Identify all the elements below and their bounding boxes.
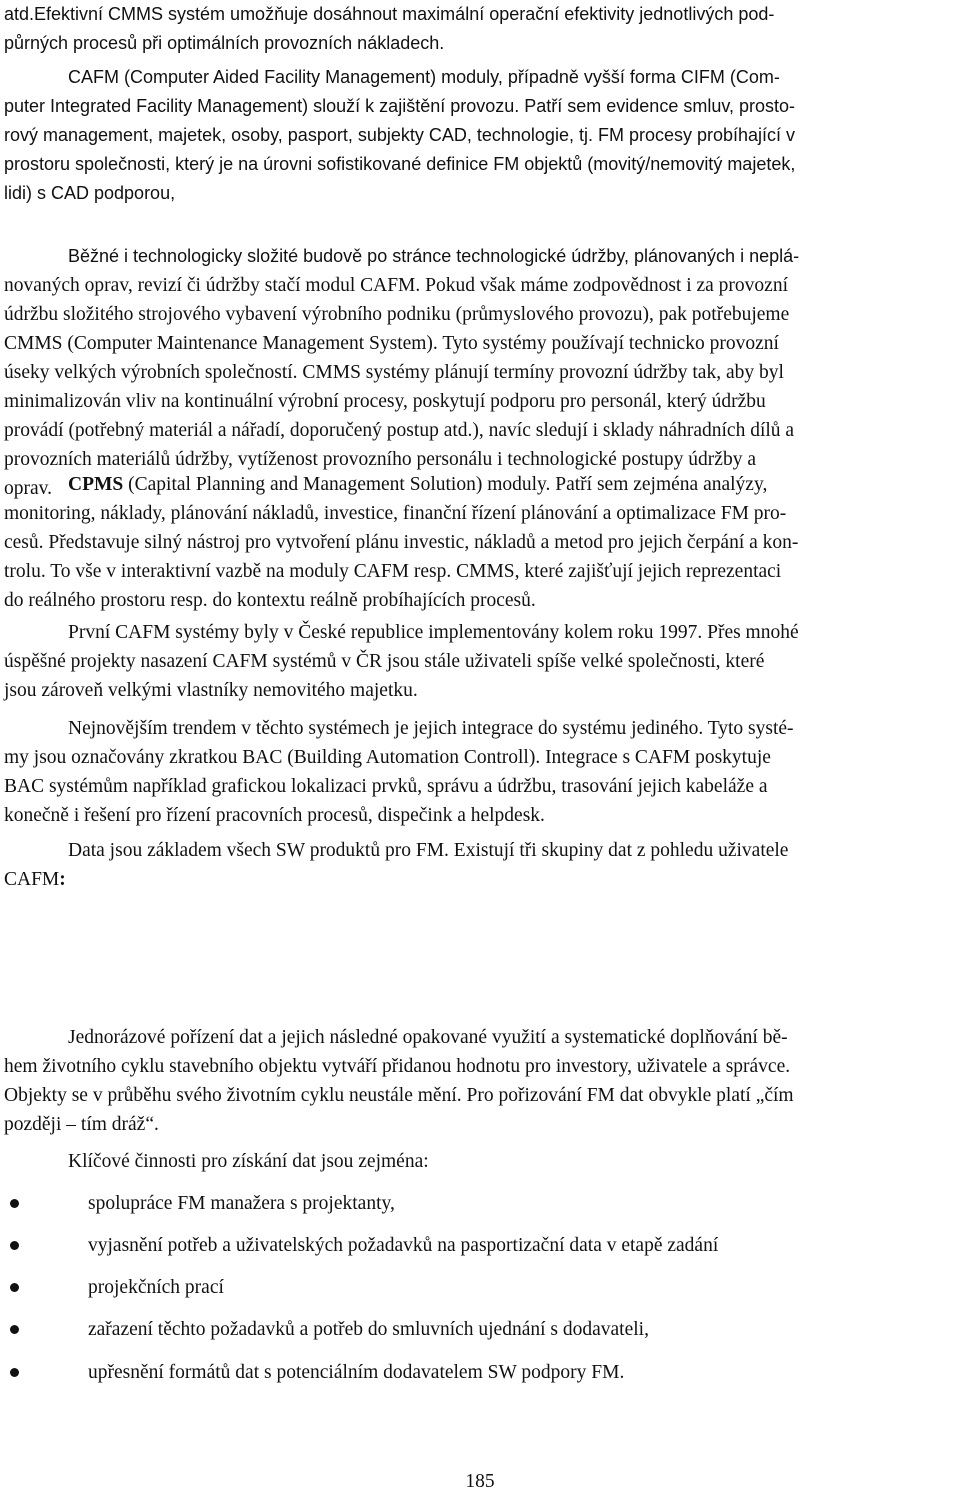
text-line: my jsou označovány zkratkou BAC (Building Automation Controll). Integrace s CAFM poskytuje: [4, 747, 771, 768]
bullet-icon: [10, 1241, 19, 1250]
text-line: novaných oprav, revizí či údržby stačí modul CAFM. Pokud však máme zodpovědnost i za provozní: [4, 275, 788, 296]
text-line: CMMS (Computer Maintenance Management System). Tyto systémy používají technicko provozní: [4, 333, 779, 354]
text-line: hem životního cyklu stavebního objektu vytváří přidanou hodnotu pro investory, uživatele a správce.: [4, 1056, 791, 1077]
text-line: prostoru společnosti, který je na úrovni sofistikované definice FM objektů (movitý/nemovitý majetek,: [4, 154, 796, 174]
text-line: úspěšné projekty nasazení CAFM systémů v ČR jsou stále uživateli spíše velké společnosti, které: [4, 651, 765, 672]
text-line: rový management, majetek, osoby, pasport, subjekty CAD, technologie, tj. FM procesy probíhající v: [4, 125, 796, 145]
text-line: lidi) s CAD podporou,: [4, 183, 176, 203]
text-line: provozních materiálů údržby, vytíženost provozního personálu i technologické postupy údržby a: [4, 449, 756, 470]
list-item: projekčních prací: [88, 1277, 224, 1298]
list-item: spolupráce FM manažera s projektanty,: [88, 1193, 395, 1214]
bullet-icon: [10, 1325, 19, 1334]
paragraph-4: [4, 470, 956, 615]
text-line: oprav.: [4, 478, 53, 499]
text-line: cesů. Představuje silný nástroj pro vytvoření plánu investic, nákladů a metod pro jejich čerpání a kon-: [4, 532, 799, 553]
text-line: minimalizován vliv na kontinuální výrobní procesy, poskytují podporu pro personál, který údržbu: [4, 391, 766, 412]
text-line: BAC systémům například grafickou lokalizaci prvků, správu a údržbu, trasování jejich kabeláže a: [4, 776, 768, 797]
text-line: Jednorázové pořízení dat a jejich následné opakované využití a systematické doplňování bě-: [68, 1027, 788, 1048]
paragraph-7: [4, 836, 956, 894]
text-span: (Capital Planning and Management Solution) moduly. Patří sem zejména analýzy,: [123, 474, 768, 495]
cpms-term: CPMS: [68, 474, 124, 495]
text-line: půrných procesů při optimálních provozních nákladech.: [4, 33, 445, 53]
paragraph-3: [4, 242, 956, 503]
text-line: údržbu složitého strojového vybavení výrobního podniku (průmyslového provozu), pak potřebujeme: [4, 304, 790, 325]
text-line: Běžné i technologicky složité budově po stránce technologické údržby, plánovaných i neplá-: [68, 246, 800, 266]
text-line: CAFM (Computer Aided Facility Management) moduly, případně vyšší forma CIFM (Com-: [68, 67, 780, 87]
text-line: monitoring, náklady, plánování nákladů, investice, finanční řízení plánování a optimalizace FM pro-: [4, 503, 787, 524]
paragraph-9: [4, 1147, 956, 1176]
text-line: trolu. To vše v interaktivní vazbě na moduly CAFM resp. CMMS, které zajišťují jejich reprezentaci: [4, 561, 782, 582]
text-span: CAFM: [4, 869, 60, 890]
paragraph-8: [4, 1023, 956, 1139]
text-line: úseky velkých výrobních společností. CMMS systémy plánují termíny provozní údržby tak, aby byl: [4, 362, 784, 383]
paragraph-6: [4, 714, 956, 830]
paragraph-1: [4, 0, 956, 58]
text-line: atd.Efektivní CMMS systém umožňuje dosáhnout maximální operační efektivity jednotlivých pod-: [4, 4, 775, 24]
list-item: upřesnění formátů dat s potenciálním dodavatelem SW podpory FM.: [88, 1362, 625, 1383]
text-line: První CAFM systémy byly v České republice implementovány kolem roku 1997. Přes mnohé: [68, 622, 799, 643]
text-line: konečně i řešení pro řízení pracovních procesů, dispečink a helpdesk.: [4, 805, 545, 826]
text-line: jsou zároveň velkými vlastníky nemovitého majetku.: [4, 680, 418, 701]
list-item: vyjasnění potřeb a uživatelských požadavků na pasportizační data v etapě zadání: [88, 1235, 719, 1256]
text-line: Klíčové činnosti pro získání dat jsou zejména:: [68, 1151, 429, 1172]
paragraph-5: [4, 618, 956, 705]
text-line: provádí (potřebný materiál a nářadí, doporučený postup atd.), navíc sledují i sklady náhradních dílů a: [4, 420, 795, 441]
text-line: [4, 470, 956, 499]
list-item: zařazení těchto požadavků a potřeb do smluvních ujednání s dodavateli,: [88, 1319, 649, 1340]
text-line: Data jsou základem všech SW produktů pro FM. Existují tři skupiny dat z pohledu uživatele: [68, 840, 789, 861]
text-line: do reálného prostoru resp. do kontextu reálně probíhajících procesů.: [4, 590, 536, 611]
bullet-icon: [10, 1199, 19, 1208]
page-number: 185: [465, 1471, 495, 1492]
text-line: puter Integrated Facility Management) slouží k zajištění provozu. Patří sem evidence smluv, prosto-: [4, 96, 796, 116]
text-line: Objekty se v průběhu svého životním cyklu neustále mění. Pro pořizování FM dat obvykle platí „čím: [4, 1085, 794, 1106]
text-line: Nejnovějším trendem v těchto systémech je jejich integrace do systému jediného. Tyto systé-: [68, 718, 794, 739]
text-span: :: [59, 869, 66, 890]
text-line: později – tím dráž“.: [4, 1114, 159, 1135]
bullet-icon: [10, 1368, 19, 1377]
bullet-icon: [10, 1283, 19, 1292]
text-line: [4, 865, 956, 894]
paragraph-2: [4, 63, 956, 208]
